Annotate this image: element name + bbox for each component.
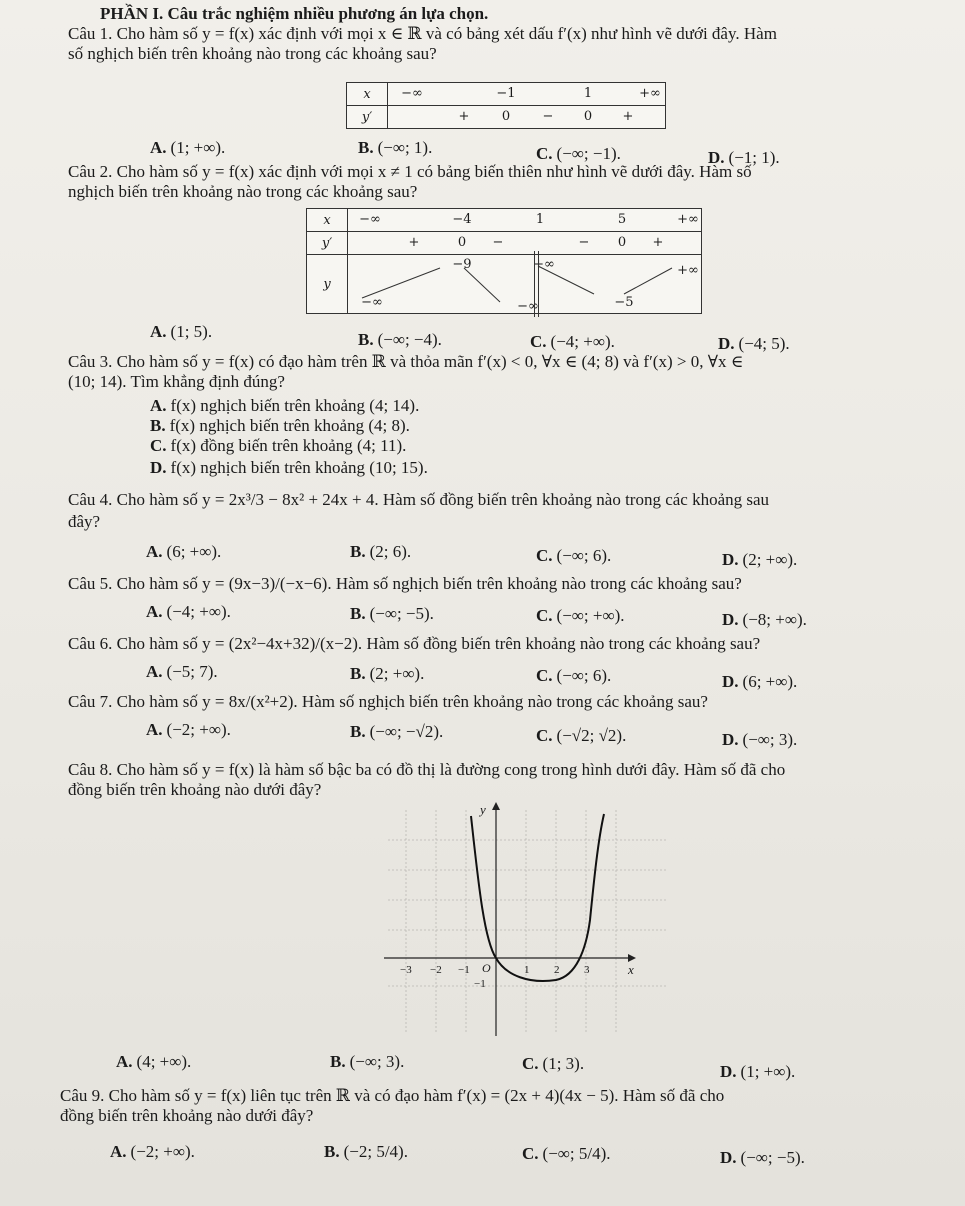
- q3-option-a[interactable]: A. f(x) nghịch biến trên khoảng (4; 14).: [150, 396, 420, 415]
- q8-x-tick: 1: [524, 964, 530, 976]
- q2-y-value: −∞: [361, 295, 383, 310]
- q8-option-d[interactable]: D. (1; +∞).: [720, 1062, 796, 1081]
- q4-option-d[interactable]: D. (2; +∞).: [722, 550, 798, 569]
- q2-x-value: 5: [617, 212, 627, 227]
- q2-table-y-header: y: [307, 255, 348, 314]
- q8-option-c[interactable]: C. (1; 3).: [522, 1054, 585, 1073]
- q2-sign: +: [408, 235, 420, 250]
- q2-option-a[interactable]: A. (1; 5).: [150, 322, 213, 341]
- q1-option-d[interactable]: D. (−1; 1).: [708, 148, 780, 167]
- q9-option-a[interactable]: A. (−2; +∞).: [110, 1142, 195, 1161]
- q2-option-c[interactable]: C. (−4; +∞).: [530, 332, 615, 351]
- q6-option-c[interactable]: C. (−∞; 6).: [536, 666, 612, 685]
- q4-option-a[interactable]: A. (6; +∞).: [146, 542, 222, 561]
- q4-option-b[interactable]: B. (2; 6).: [350, 542, 412, 561]
- q2-sign: −: [492, 235, 504, 250]
- q5-option-d[interactable]: D. (−8; +∞).: [722, 610, 807, 629]
- q1-table-x-row: [388, 83, 666, 106]
- q2-x-value: +∞: [677, 212, 699, 227]
- q2-option-b[interactable]: B. (−∞; −4).: [358, 330, 442, 349]
- q7-option-c[interactable]: C. (−√2; √2).: [536, 726, 627, 745]
- q6-option-a[interactable]: A. (−5; 7).: [146, 662, 218, 681]
- q4-line2: đây?: [68, 512, 101, 531]
- q1-sign: 0: [583, 109, 593, 124]
- q3-line1: Câu 3. Cho hàm số y = f(x) có đạo hàm trên ℝ và thỏa mãn f′(x) < 0, ∀x ∈ (4; 8) và f′(x) > 0, ∀x ∈: [68, 352, 744, 371]
- q8-line1: Câu 8. Cho hàm số y = f(x) là hàm số bậc ba có đồ thị là đường cong trong hình dưới đây. Hàm số đã cho: [68, 760, 786, 779]
- q2-table-sign-row: [348, 232, 702, 255]
- q2-y-value: −9: [452, 257, 472, 272]
- q1-x-value: −∞: [401, 86, 423, 101]
- q2-x-value: −4: [452, 212, 472, 227]
- q9-option-d[interactable]: D. (−∞; −5).: [720, 1148, 805, 1167]
- q1-sign: +: [622, 109, 634, 124]
- q1-table-y-prime-header: y′: [347, 106, 388, 129]
- q7-option-b[interactable]: B. (−∞; −√2).: [350, 722, 444, 741]
- q7-option-d[interactable]: D. (−∞; 3).: [722, 730, 798, 749]
- q7-line1: Câu 7. Cho hàm số y = 8x/(x²+2). Hàm số nghịch biến trên khoảng nào trong các khoảng sau?: [68, 692, 708, 711]
- q3-line2: (10; 14). Tìm khẳng định đúng?: [68, 372, 285, 391]
- q8-line2: đồng biến trên khoảng nào dưới đây?: [68, 780, 322, 799]
- q1-table-x-header: x: [347, 83, 388, 106]
- q8-x-tick: 2: [554, 964, 560, 976]
- q8-x-tick: 3: [584, 964, 590, 976]
- q4-line1: Câu 4. Cho hàm số y = 2x³/3 − 8x² + 24x + 4. Hàm số đồng biến trên khoảng nào trong các khoảng sau: [68, 490, 770, 509]
- q1-x-value: −1: [496, 86, 516, 101]
- q2-sign: 0: [617, 235, 627, 250]
- q8-option-b[interactable]: B. (−∞; 3).: [330, 1052, 405, 1071]
- q3-option-d[interactable]: D. f(x) nghịch biến trên khoảng (10; 15).: [150, 458, 428, 477]
- q2-table-y-prime-header: y′: [307, 232, 348, 255]
- q5-option-b[interactable]: B. (−∞; −5).: [350, 604, 434, 623]
- q7-option-a[interactable]: A. (−2; +∞).: [146, 720, 231, 739]
- q2-y-value: −5: [614, 295, 634, 310]
- q5-line1: Câu 5. Cho hàm số y = (9x−3)/(−x−6). Hàm số nghịch biến trên khoảng nào trong các khoảng sau?: [68, 574, 742, 593]
- q8-y-label: y: [480, 802, 486, 817]
- q3-option-b[interactable]: B. f(x) nghịch biến trên khoảng (4; 8).: [150, 416, 410, 435]
- q8-y-tick: −1: [474, 978, 486, 990]
- q2-y-value: +∞: [677, 263, 699, 278]
- q2-line2: nghịch biến trên khoảng nào trong các khoảng sau?: [68, 182, 418, 201]
- q8-x-tick: −2: [430, 964, 442, 976]
- q6-option-d[interactable]: D. (6; +∞).: [722, 672, 798, 691]
- q3-option-c[interactable]: C. f(x) đồng biến trên khoảng (4; 11).: [150, 436, 407, 455]
- q8-cubic-graph: [378, 800, 678, 1040]
- q1-line2: số nghịch biến trên khoảng nào trong các khoảng sau?: [68, 44, 437, 63]
- q1-option-a[interactable]: A. (1; +∞).: [150, 138, 226, 157]
- q2-table-x-row: [348, 209, 702, 232]
- q2-x-value: −∞: [359, 212, 381, 227]
- q8-origin-label: O: [482, 961, 491, 975]
- q2-table-arrows: [342, 254, 738, 314]
- q1-line1: Câu 1. Cho hàm số y = f(x) xác định với mọi x ∈ ℝ và có bảng xét dấu f′(x) như hình vẽ dưới đây. Hàm: [68, 24, 777, 43]
- q4-option-c[interactable]: C. (−∞; 6).: [536, 546, 612, 565]
- q8-x-label: x: [628, 962, 634, 977]
- q5-option-a[interactable]: A. (−4; +∞).: [146, 602, 231, 621]
- q2-sign: +: [652, 235, 664, 250]
- q1-sign: −: [542, 109, 554, 124]
- q6-option-b[interactable]: B. (2; +∞).: [350, 664, 425, 683]
- q2-table-x-header: x: [307, 209, 348, 232]
- q9-line2: đồng biến trên khoảng nào dưới đây?: [60, 1106, 314, 1125]
- q2-y-value: +∞: [533, 257, 555, 272]
- q2-x-value: 1: [535, 212, 545, 227]
- section-heading: PHẦN I. Câu trắc nghiệm nhiều phương án lựa chọn.: [100, 4, 489, 23]
- q5-option-c[interactable]: C. (−∞; +∞).: [536, 606, 625, 625]
- q6-line1: Câu 6. Cho hàm số y = (2x²−4x+32)/(x−2). Hàm số đồng biến trên khoảng nào trong các khoảng sau?: [68, 634, 761, 653]
- q1-table-sign-row: [388, 106, 666, 129]
- q1-sign-table: [346, 82, 666, 129]
- cubic-curve: [471, 814, 604, 981]
- q1-x-value: +∞: [639, 86, 661, 101]
- q8-x-tick: −3: [400, 964, 412, 976]
- q9-line1: Câu 9. Cho hàm số y = f(x) liên tục trên ℝ và có đạo hàm f′(x) = (2x + 4)(4x − 5). Hàm số đã cho: [60, 1086, 725, 1105]
- q2-line1: Câu 2. Cho hàm số y = f(x) xác định với mọi x ≠ 1 có bảng biến thiên như hình vẽ dưới đây. Hàm số: [68, 162, 752, 181]
- q8-x-tick: −1: [458, 964, 470, 976]
- q1-sign: 0: [501, 109, 511, 124]
- q2-sign: −: [578, 235, 590, 250]
- q9-option-c[interactable]: C. (−∞; 5/4).: [522, 1144, 611, 1163]
- q2-option-d[interactable]: D. (−4; 5).: [718, 334, 790, 353]
- q1-option-b[interactable]: B. (−∞; 1).: [358, 138, 433, 157]
- q1-sign: +: [458, 109, 470, 124]
- q8-option-a[interactable]: A. (4; +∞).: [116, 1052, 192, 1071]
- q1-x-value: 1: [583, 86, 593, 101]
- q2-sign: 0: [457, 235, 467, 250]
- q1-option-c[interactable]: C. (−∞; −1).: [536, 144, 621, 163]
- q2-y-value: −∞: [517, 299, 539, 314]
- q9-option-b[interactable]: B. (−2; 5/4).: [324, 1142, 408, 1161]
